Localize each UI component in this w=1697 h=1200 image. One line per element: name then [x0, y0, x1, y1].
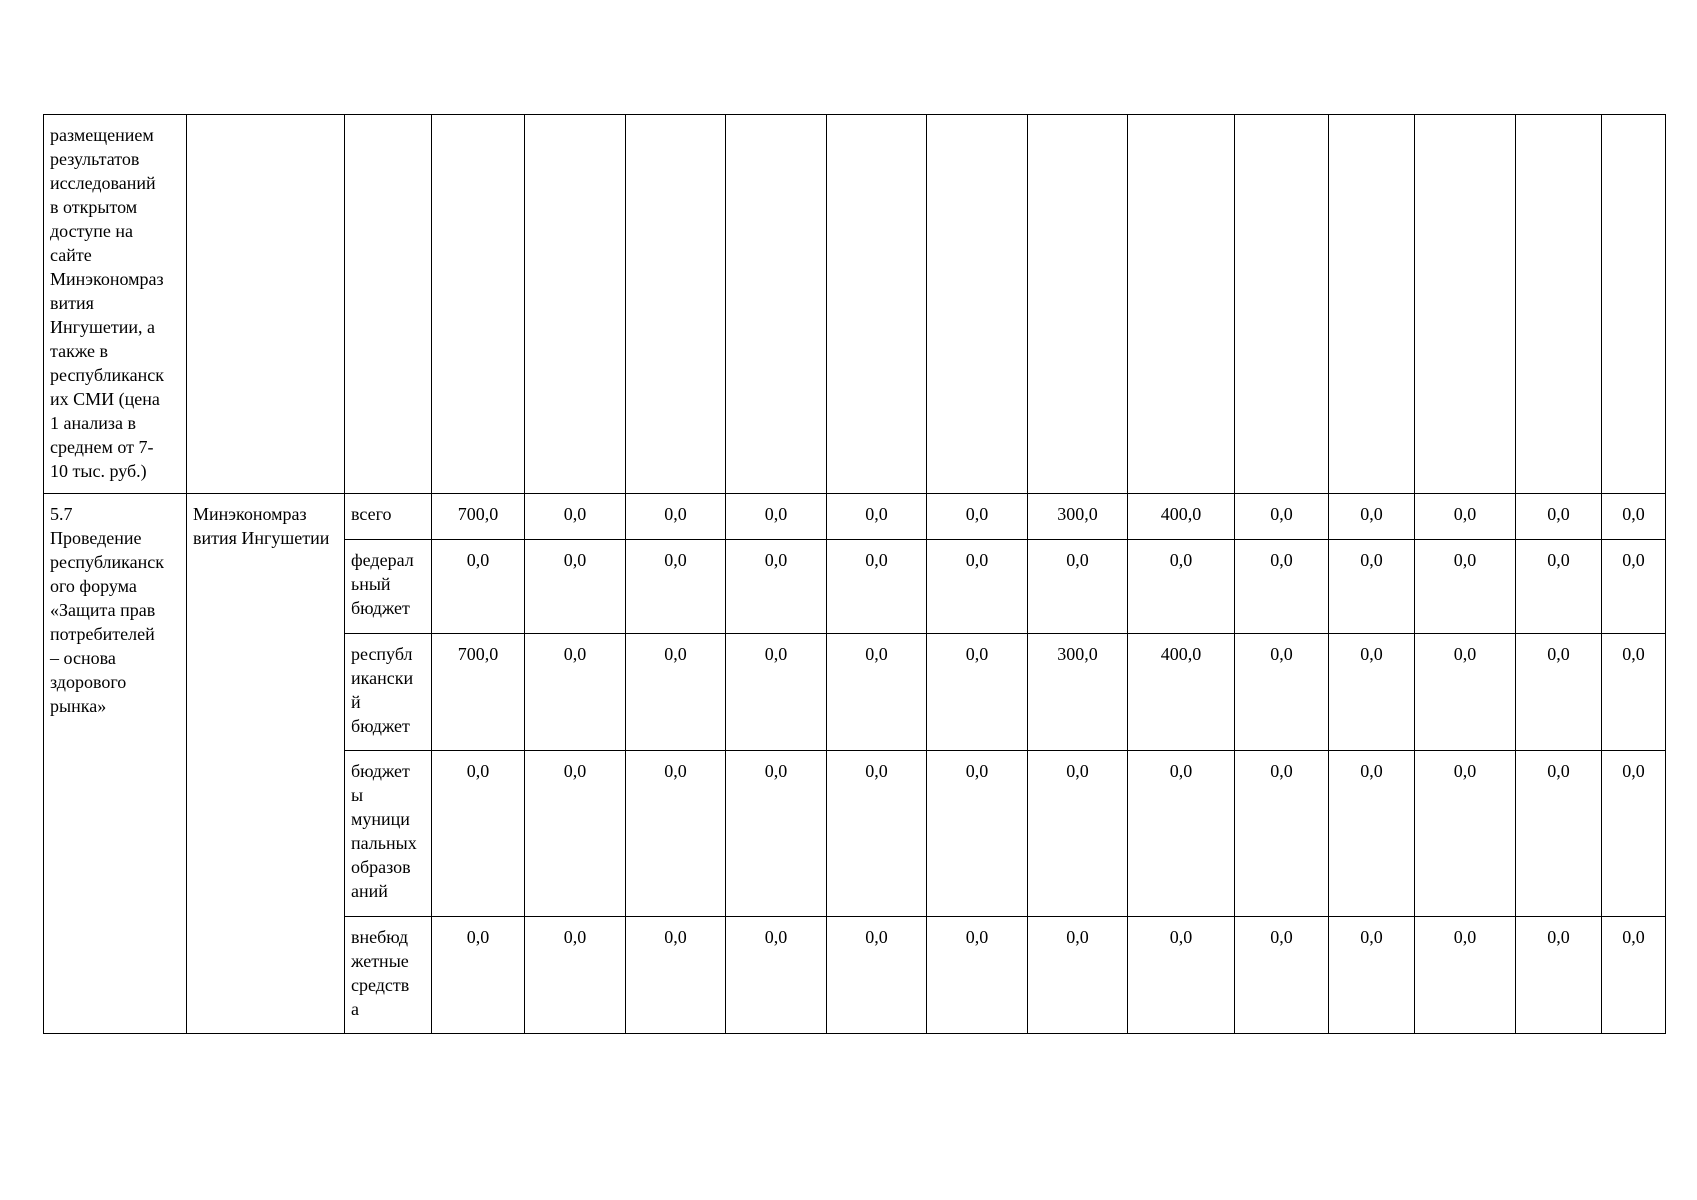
value-cell: 0,0: [1028, 917, 1128, 1034]
value-cell: 0,0: [626, 751, 726, 917]
value-cell: 0,0: [1602, 634, 1666, 751]
value-cell: 0,0: [1128, 540, 1235, 634]
value-cell: 0,0: [1028, 751, 1128, 917]
value-cell: 0,0: [1516, 751, 1602, 917]
value-cell: 0,0: [726, 494, 827, 540]
value-cell: 700,0: [432, 634, 525, 751]
value-cell: 0,0: [1516, 917, 1602, 1034]
value-cell: 0,0: [432, 917, 525, 1034]
table-cell: [1516, 115, 1602, 494]
table-cell: [827, 115, 927, 494]
value-cell: 0,0: [1128, 751, 1235, 917]
value-cell: 0,0: [927, 494, 1028, 540]
value-cell: 0,0: [726, 540, 827, 634]
table-cell: [1415, 115, 1516, 494]
table-cell: [927, 115, 1028, 494]
value-cell: 0,0: [1602, 917, 1666, 1034]
value-cell: 0,0: [1329, 751, 1415, 917]
value-cell: 0,0: [827, 917, 927, 1034]
value-cell: 0,0: [1028, 540, 1128, 634]
value-cell: 0,0: [1235, 634, 1329, 751]
value-cell: 0,0: [927, 751, 1028, 917]
value-cell: 0,0: [626, 494, 726, 540]
table-cell: [626, 115, 726, 494]
value-cell: 0,0: [1415, 634, 1516, 751]
value-cell: 700,0: [432, 494, 525, 540]
table-cell: [432, 115, 525, 494]
value-cell: 0,0: [927, 634, 1028, 751]
value-cell: 0,0: [927, 917, 1028, 1034]
value-cell: 0,0: [525, 751, 626, 917]
value-cell: 0,0: [626, 917, 726, 1034]
value-cell: 0,0: [432, 540, 525, 634]
prev-row-description: размещением результатов исследований в открытом доступе на сайте Минэкономраз вития Ингушетии, а также в республиканск их СМИ (цена 1 анализа в среднем от 7- 10 тыс. руб.): [44, 115, 187, 494]
budget-table: [43, 114, 1666, 1034]
value-cell: 0,0: [1602, 751, 1666, 917]
value-cell: 0,0: [726, 917, 827, 1034]
value-cell: 0,0: [525, 494, 626, 540]
value-cell: 0,0: [1128, 917, 1235, 1034]
value-cell: 0,0: [1329, 540, 1415, 634]
table-cell: [1329, 115, 1415, 494]
value-cell: 0,0: [1235, 494, 1329, 540]
value-cell: 0,0: [1415, 917, 1516, 1034]
funding-source: федерал ьный бюджет: [345, 540, 432, 634]
value-cell: 0,0: [432, 751, 525, 917]
value-cell: 0,0: [827, 494, 927, 540]
table-row: [44, 115, 1666, 494]
value-cell: 300,0: [1028, 634, 1128, 751]
value-cell: 0,0: [827, 540, 927, 634]
value-cell: 0,0: [525, 540, 626, 634]
value-cell: 0,0: [1329, 494, 1415, 540]
value-cell: 0,0: [1602, 540, 1666, 634]
value-cell: 0,0: [1329, 917, 1415, 1034]
funding-source: внебюд жетные средств а: [345, 917, 432, 1034]
value-cell: 0,0: [1235, 917, 1329, 1034]
value-cell: 0,0: [1602, 494, 1666, 540]
value-cell: 0,0: [1415, 494, 1516, 540]
funding-source: всего: [345, 494, 432, 540]
item-executor: Минэкономраз вития Ингушетии: [187, 494, 345, 1034]
table-cell: [525, 115, 626, 494]
value-cell: 0,0: [726, 751, 827, 917]
value-cell: 0,0: [827, 751, 927, 917]
value-cell: 400,0: [1128, 634, 1235, 751]
value-cell: 0,0: [927, 540, 1028, 634]
value-cell: 0,0: [626, 540, 726, 634]
table-cell: [187, 115, 345, 494]
table-cell: [1128, 115, 1235, 494]
funding-source: республ икански й бюджет: [345, 634, 432, 751]
table-cell: [345, 115, 432, 494]
table-cell: [1602, 115, 1666, 494]
value-cell: 0,0: [1329, 634, 1415, 751]
funding-source: бюджет ы муници пальных образов аний: [345, 751, 432, 917]
value-cell: 0,0: [525, 634, 626, 751]
value-cell: 0,0: [1235, 540, 1329, 634]
item-title: 5.7 Проведение республиканск ого форума «Защита прав потребителей – основа здорового рынка»: [44, 494, 187, 1034]
value-cell: 400,0: [1128, 494, 1235, 540]
table-cell: [1028, 115, 1128, 494]
value-cell: 0,0: [1516, 494, 1602, 540]
table-cell: [726, 115, 827, 494]
value-cell: 0,0: [626, 634, 726, 751]
value-cell: 0,0: [726, 634, 827, 751]
table-cell: [1235, 115, 1329, 494]
value-cell: 0,0: [1516, 634, 1602, 751]
value-cell: 300,0: [1028, 494, 1128, 540]
table-row: [44, 494, 1666, 540]
value-cell: 0,0: [1415, 540, 1516, 634]
value-cell: 0,0: [827, 634, 927, 751]
value-cell: 0,0: [1415, 751, 1516, 917]
value-cell: 0,0: [1516, 540, 1602, 634]
value-cell: 0,0: [525, 917, 626, 1034]
value-cell: 0,0: [1235, 751, 1329, 917]
